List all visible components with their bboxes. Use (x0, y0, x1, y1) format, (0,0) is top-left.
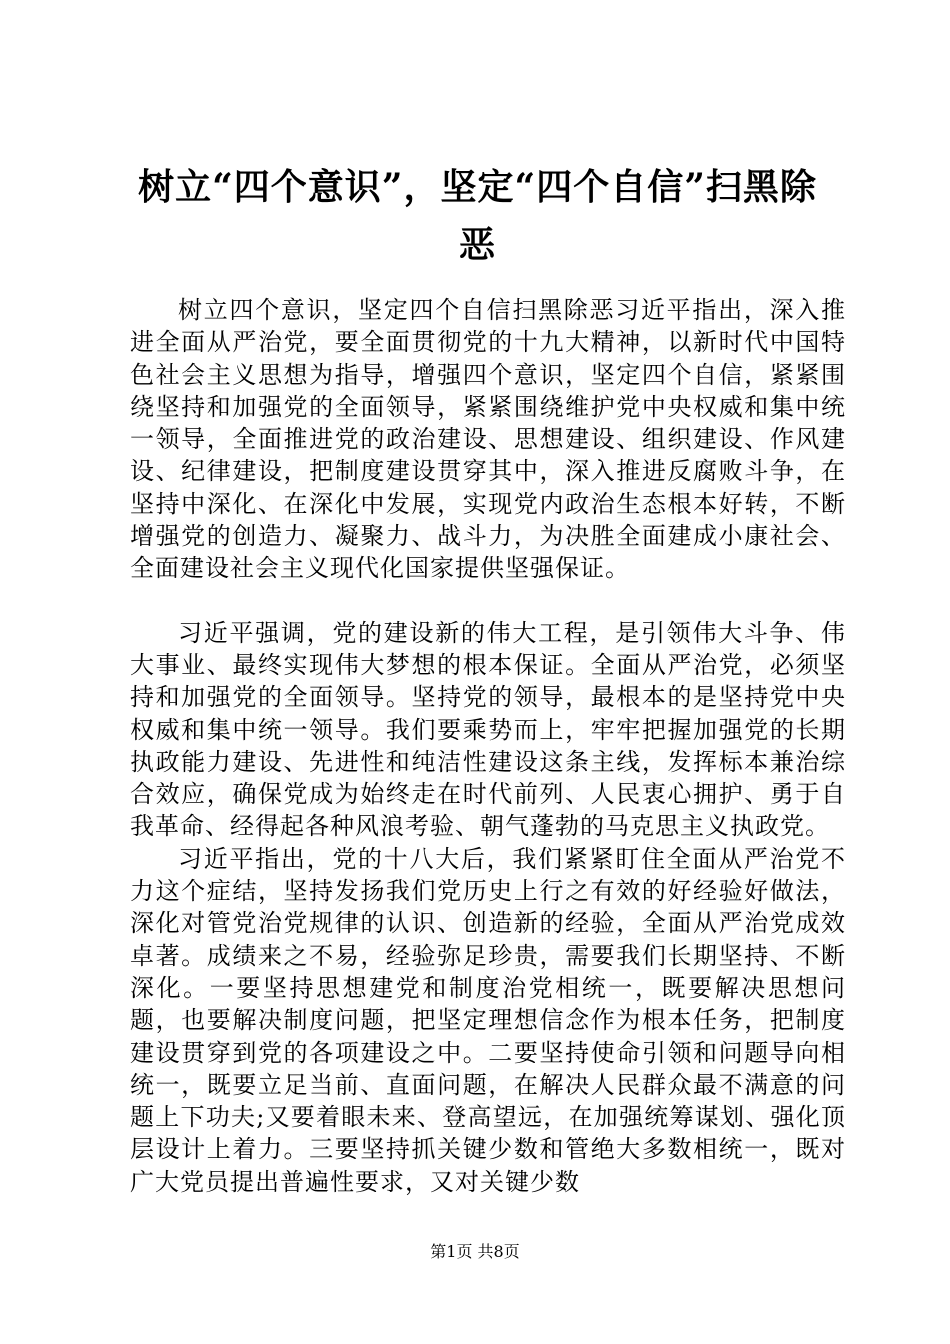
paragraph-2: 习近平强调，党的建设新的伟大工程，是引领伟大斗争、伟大事业、最终实现伟大梦想的根本保证。全面从严治党，必须坚持和加强党的全面领导。坚持党的领导，最根本的是坚持党中央权威和集中统一领导。我们要乘势而上，牢牢把握加强党的长期执政能力建设、先进性和纯洁性建设这条主线，发挥标本兼治综合效应，确保党成为始终走在时代前列、人民衷心拥护、勇于自我革命、经得起各种风浪考验、朝气蓬勃的马克思主义执政党。 (130, 618, 846, 841)
paragraph-1: 树立四个意识，坚定四个自信扫黑除恶习近平指出，深入推进全面从严治党，要全面贯彻党的十九大精神，以新时代中国特色社会主义思想为指导，增强四个意识，坚定四个自信，紧紧围绕坚持和加强党的全面领导，紧紧围绕维护党中央权威和集中统一领导，全面推进党的政治建设、思想建设、组织建设、作风建设、纪律建设，把制度建设贯穿其中，深入推进反腐败斗争，在坚持中深化、在深化中发展，实现党内政治生态根本好转，不断增强党的创造力、凝聚力、战斗力，为决胜全面建成小康社会、全面建设社会主义现代化国家提供坚强保证。 (130, 296, 846, 583)
paragraph-gap (130, 585, 846, 617)
page-footer: 第1页 共8页 (430, 1242, 520, 1261)
paragraph-3: 习近平指出，党的十八大后，我们紧紧盯住全面从严治党不力这个症结，坚持发扬我们党历史上行之有效的好经验好做法，深化对管党治党规律的认识、创造新的经验，全面从严治党成效卓著。成绩来之不易，经验弥足珍贵，需要我们长期坚持、不断深化。一要坚持思想建党和制度治党相统一，既要解决思想问题，也要解决制度问题，把坚定理想信念作为根本任务，把制度建设贯穿到党的各项建设之中。二要坚持使命引领和问题导向相统一，既要立足当前、直面问题，在解决人民群众最不满意的问题上下功夫;又要着眼未来、登高望远，在加强统筹谋划、强化顶层设计上着力。三要坚持抓关键少数和管绝大多数相统一，既对广大党员提出普遍性要求，又对关键少数 (130, 844, 846, 1196)
document-title: 树立“四个意识”，坚定“四个自信”扫黑除恶 (138, 166, 817, 266)
document-body (130, 294, 846, 1198)
